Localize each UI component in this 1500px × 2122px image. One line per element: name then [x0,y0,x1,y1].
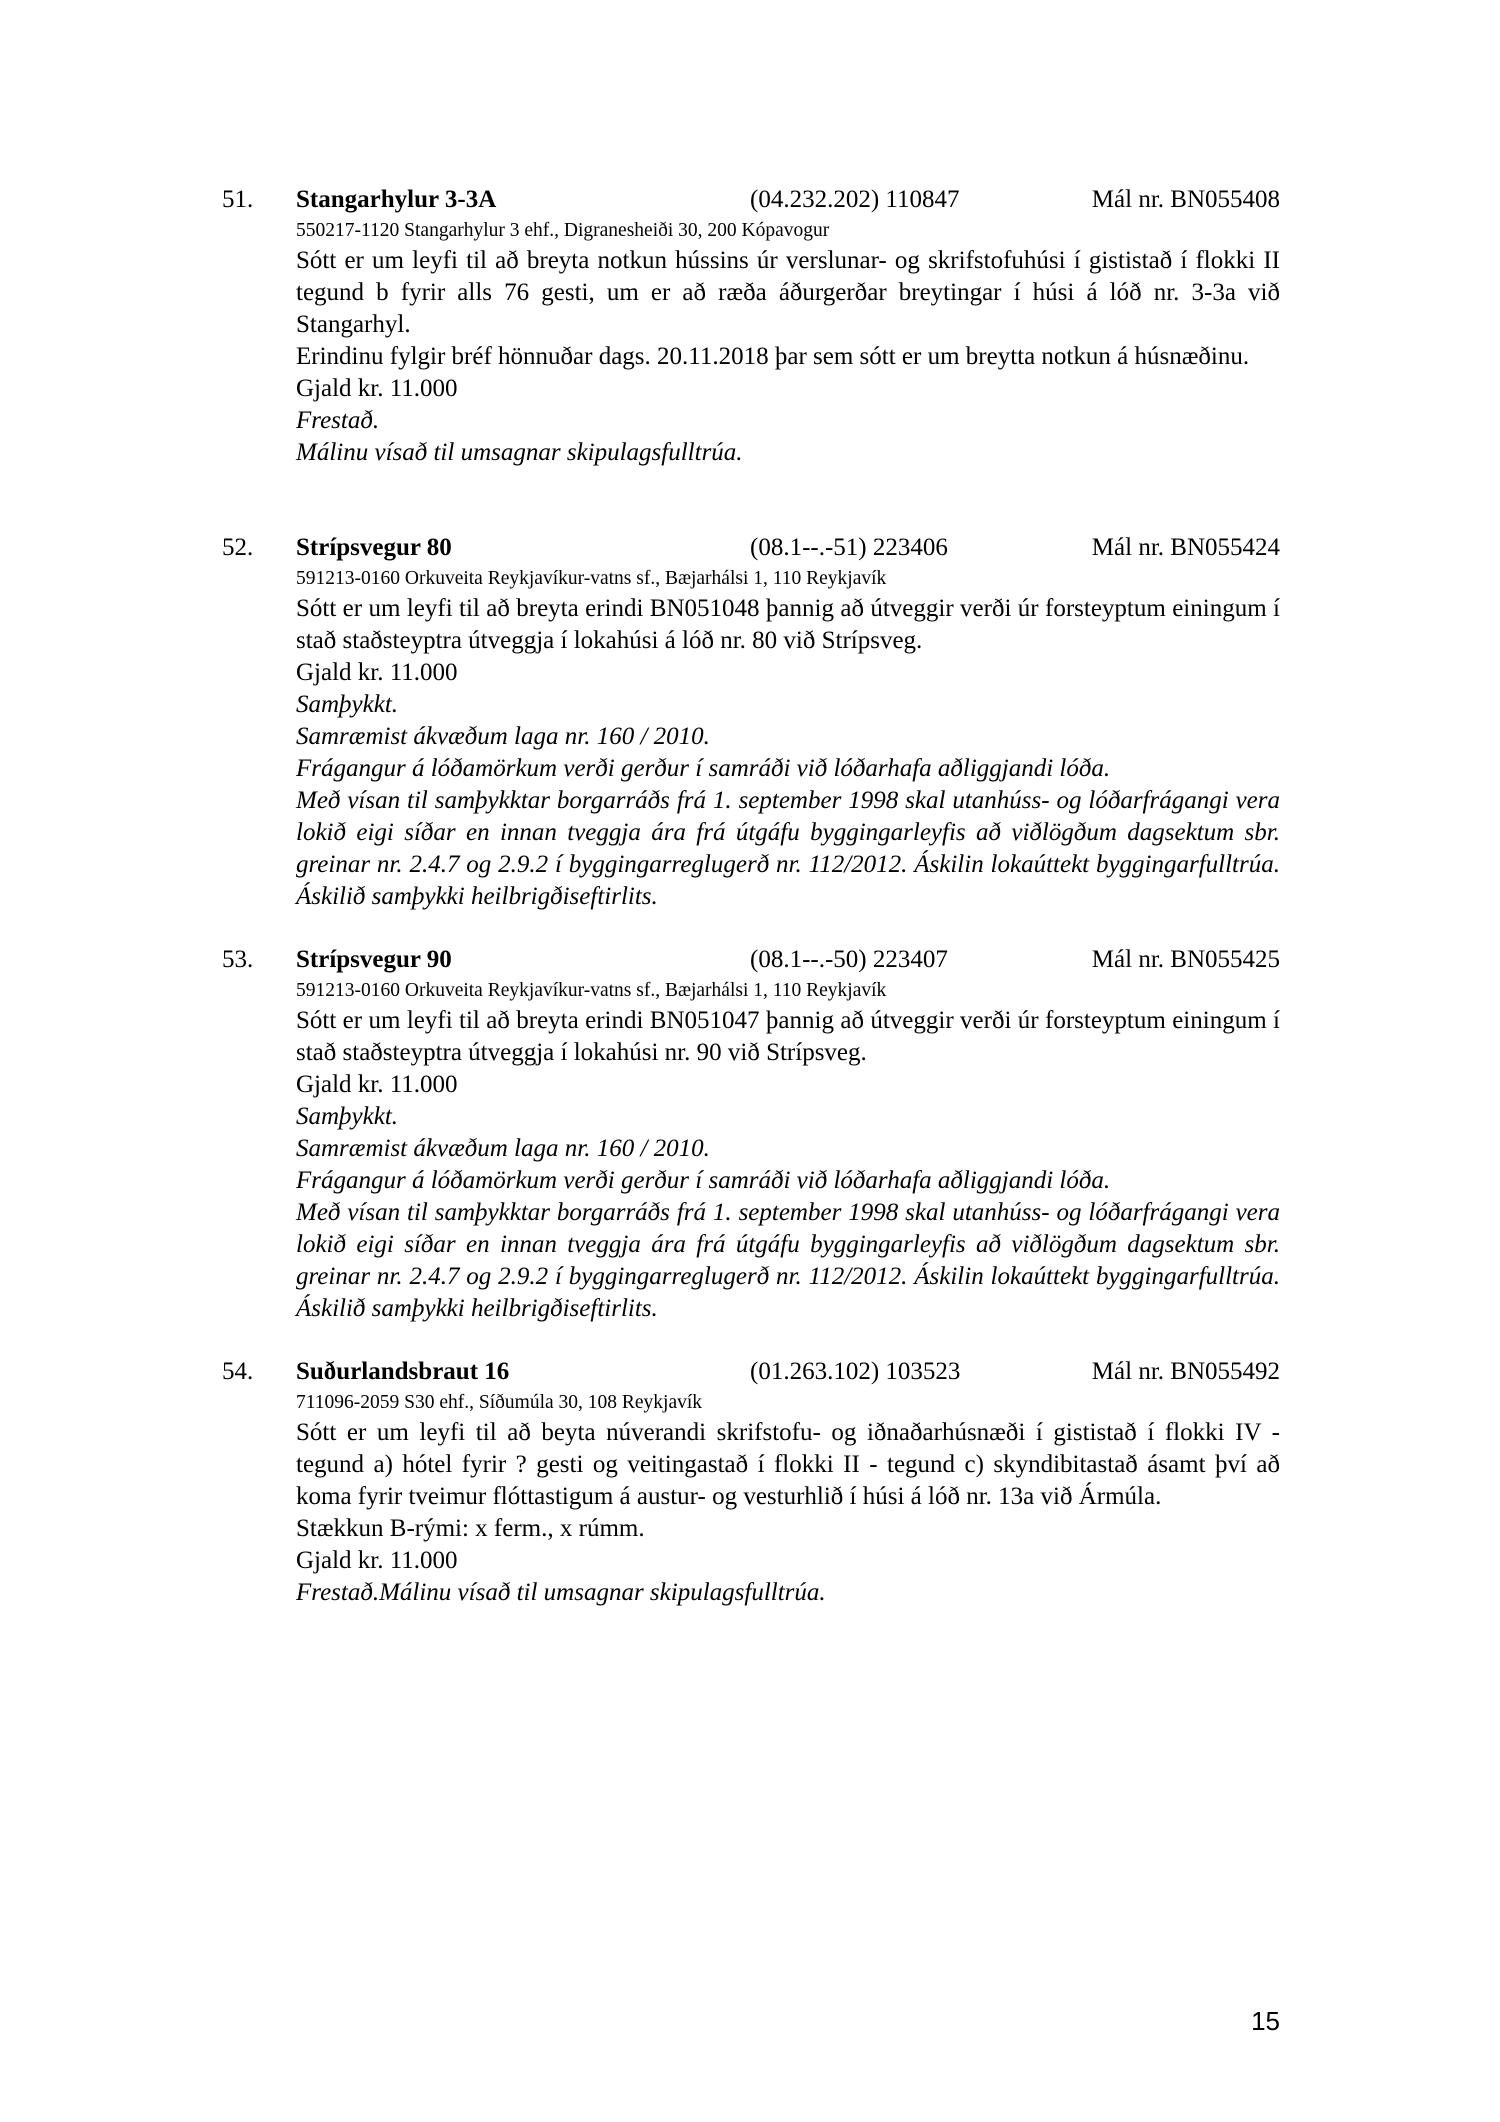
applicant-line: 591213-0160 Orkuveita Reykjavíkur-vatns sf., Bæjarhálsi 1, 110 Reykjavík [296,568,887,589]
entry-number: 54. [222,1358,254,1385]
fee-line: Gjald kr. 11.000 [296,659,458,686]
entry-number: 53. [222,946,254,973]
case-number: Mál nr. BN055408 [1091,186,1280,213]
entry-body [296,217,1280,469]
decision-line: Frestað.Málinu vísað til umsagnar skipulagsfulltrúa. [296,1579,826,1606]
entry-header [222,1355,1280,1389]
referral-note: Málinu vísað til umsagnar skipulagsfulltrúa. [296,439,743,466]
fee-line: Gjald kr. 11.000 [296,375,458,402]
entry-number: 51. [222,186,254,213]
application-text: Sótt er um leyfi til að beyta núverandi skrifstofu- og iðnaðarhúsnæði í gististað í flokki IV - tegund a) hótel fyrir ? gesti og veitingastað í flokki II - tegund c) skyndibitastað ásamt því að koma fyrir tveimur flóttastigum á austur- og vesturhlið í húsi á lóð nr. 13a við Ármúla. [296,1419,1280,1510]
entry-reference: (01.263.102) 103523 [750,1358,961,1385]
page-number: 15 [1251,2006,1280,2036]
decision-line: Samþykkt. [296,1103,399,1130]
entry-title: Strípsvegur 90 [296,946,452,973]
decision-line: Frestað. [296,407,380,434]
entry-body [296,1389,1280,1609]
application-text: Sótt er um leyfi til að breyta notkun hússins úr verslunar- og skrifstofuhúsi í gististað í flokki II tegund b fyrir alls 76 gesti, um er að ræða áðurgerðar breytingar í húsi á lóð nr. 3-3a við Stangarhyl. [296,247,1280,338]
entry-title: Suðurlandsbraut 16 [296,1358,510,1385]
applicant-line: 711096-2059 S30 ehf., Síðumúla 30, 108 Reykjavík [296,1392,703,1413]
entry-body [296,977,1280,1325]
entry-number: 52. [222,534,254,561]
conditions-text: Með vísan til samþykktar borgarráðs frá 1. september 1998 skal utanhúss- og lóðarfrágangi vera lokið eigi síðar en innan tveggja ára frá útgáfu byggingarleyfis að viðlögðum dagsektum sbr. greinar nr. 2.4.7 og 2.9.2 í byggingarreglugerð nr. 112/2012. Áskilin lokaúttekt byggingarfulltrúa. Áskilið samþykki heilbrigðiseftirlits. [296,787,1280,910]
entry-header [222,531,1280,565]
case-number: Mál nr. BN055424 [1091,534,1280,561]
fee-line: Gjald kr. 11.000 [296,1071,458,1098]
law-line: Samræmist ákvæðum laga nr. 160 / 2010. [296,1135,710,1162]
case-number: Mál nr. BN055425 [1091,946,1280,973]
law-line: Samræmist ákvæðum laga nr. 160 / 2010. [296,723,710,750]
applicant-line: 550217-1120 Stangarhylur 3 ehf., Digranesheiði 30, 200 Kópavogur [296,220,830,241]
decision-line: Samþykkt. [296,691,399,718]
entry-title: Stangarhylur 3-3A [296,186,497,213]
entry-reference: (08.1--.-51) 223406 [750,534,948,561]
agenda-entry-51 [222,183,1280,469]
entry-reference: (08.1--.-50) 223407 [750,946,948,973]
applicant-line: 591213-0160 Orkuveita Reykjavíkur-vatns sf., Bæjarhálsi 1, 110 Reykjavík [296,980,887,1001]
entry-reference: (04.232.202) 110847 [750,186,960,213]
boundary-note: Frágangur á lóðamörkum verði gerður í samráði við lóðarhafa aðliggjandi lóða. [296,1167,1111,1194]
agenda-entry-54 [222,1355,1280,1609]
agenda-entry-52 [222,531,1280,913]
conditions-text: Með vísan til samþykktar borgarráðs frá 1. september 1998 skal utanhúss- og lóðarfrágangi vera lokið eigi síðar en innan tveggja ára frá útgáfu byggingarleyfis að viðlögðum dagsektum sbr. greinar nr. 2.4.7 og 2.9.2 í byggingarreglugerð nr. 112/2012. Áskilin lokaúttekt byggingarfulltrúa. Áskilið samþykki heilbrigðiseftirlits. [296,1199,1280,1322]
application-text: Sótt er um leyfi til að breyta erindi BN051048 þannig að útveggir verði úr forsteyptum einingum í stað staðsteyptra útveggja í lokahúsi á lóð nr. 80 við Strípsveg. [296,595,1280,654]
entry-title: Strípsvegur 80 [296,534,452,561]
case-number: Mál nr. BN055492 [1091,1358,1280,1385]
entry-body [296,565,1280,913]
entry-header [222,183,1280,217]
application-text: Sótt er um leyfi til að breyta erindi BN051047 þannig að útveggir verði úr forsteyptum einingum í stað staðsteyptra útveggja í lokahúsi nr. 90 við Strípsveg. [296,1007,1280,1066]
agenda-entry-53 [222,943,1280,1325]
area-change-line: Stækkun B-rými: x ferm., x rúmm. [296,1515,645,1542]
fee-line: Gjald kr. 11.000 [296,1547,458,1574]
attachment-text: Erindinu fylgir bréf hönnuðar dags. 20.11.2018 þar sem sótt er um breytta notkun á húsnæðinu. [296,343,1250,370]
entry-header [222,943,1280,977]
boundary-note: Frágangur á lóðamörkum verði gerður í samráði við lóðarhafa aðliggjandi lóða. [296,755,1111,782]
